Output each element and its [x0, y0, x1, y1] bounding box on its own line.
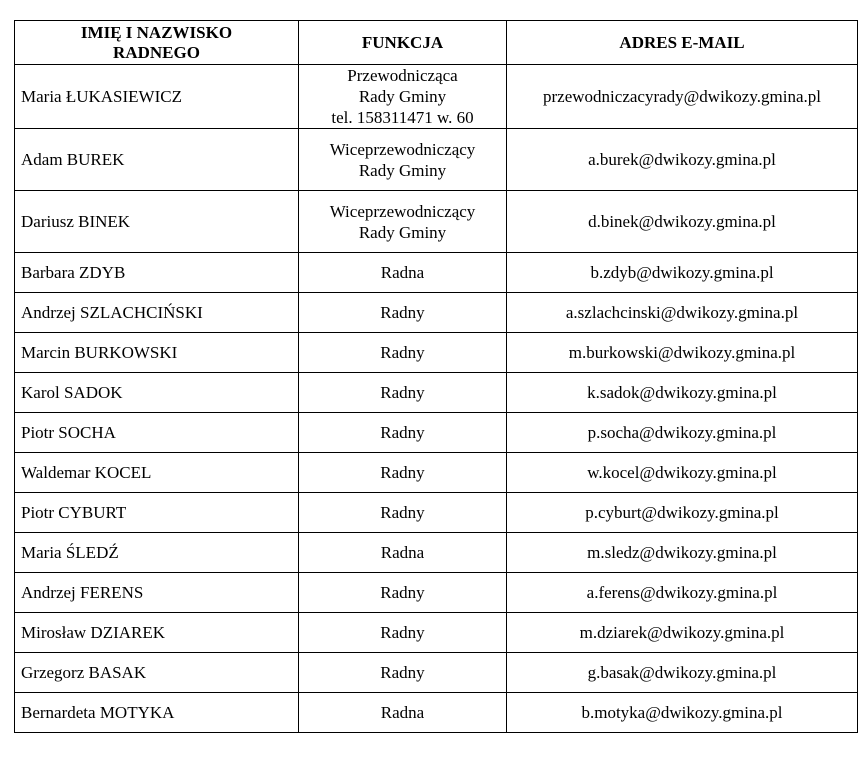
table-row	[15, 573, 858, 613]
table-row	[15, 129, 858, 191]
header-name-line-2: RADNEGO	[113, 42, 200, 62]
table-row	[15, 533, 858, 573]
table-row	[15, 413, 858, 453]
councillor-function	[299, 453, 507, 493]
councillor-email-cell	[507, 413, 858, 453]
councillor-email-cell	[507, 613, 858, 653]
councillor-function	[299, 293, 507, 333]
councillor-email-cell	[507, 333, 858, 373]
email-link[interactable]: m.sledz@dwikozy.gmina.pl	[587, 543, 777, 562]
councillor-name: Waldemar KOCEL	[15, 453, 299, 493]
councillor-function	[299, 65, 507, 129]
councillor-name: Piotr CYBURT	[15, 493, 299, 533]
councillors-table	[14, 20, 858, 733]
councillor-email-cell	[507, 129, 858, 191]
councillor-name: Grzegorz BASAK	[15, 653, 299, 693]
table-row	[15, 253, 858, 293]
councillor-function	[299, 693, 507, 733]
email-link[interactable]: w.kocel@dwikozy.gmina.pl	[587, 463, 777, 482]
table-header-row	[15, 21, 858, 65]
function-line: Radna	[380, 263, 425, 282]
email-link[interactable]: p.cyburt@dwikozy.gmina.pl	[585, 503, 779, 522]
councillor-function	[299, 613, 507, 653]
councillor-function	[299, 653, 507, 693]
councillor-email-cell	[507, 373, 858, 413]
councillor-function	[299, 253, 507, 293]
function-line: Radny	[380, 463, 425, 482]
councillor-email-cell	[507, 493, 858, 533]
councillor-function	[299, 191, 507, 253]
councillor-name: Maria ŚLEDŹ	[15, 533, 299, 573]
table-row	[15, 653, 858, 693]
header-function: FUNKCJA	[299, 21, 507, 65]
header-name	[15, 21, 299, 65]
function-line: Radna	[380, 703, 425, 722]
councillor-function	[299, 573, 507, 613]
function-line: Rady Gminy	[358, 87, 447, 106]
table-body	[15, 65, 858, 733]
councillor-email-cell	[507, 293, 858, 333]
function-line: Radny	[380, 583, 425, 602]
councillor-email-cell	[507, 573, 858, 613]
email-link[interactable]: a.szlachcinski@dwikozy.gmina.pl	[565, 303, 799, 322]
table-row	[15, 453, 858, 493]
email-link[interactable]: m.dziarek@dwikozy.gmina.pl	[579, 623, 785, 642]
function-line: Radny	[380, 623, 425, 642]
councillor-function	[299, 413, 507, 453]
councillor-name: Dariusz BINEK	[15, 191, 299, 253]
table-row	[15, 613, 858, 653]
councillor-name: Bernardeta MOTYKA	[15, 693, 299, 733]
councillor-function	[299, 373, 507, 413]
function-line: Radny	[380, 503, 425, 522]
councillor-name: Andrzej FERENS	[15, 573, 299, 613]
table-row	[15, 65, 858, 129]
function-line: Radny	[380, 423, 425, 442]
councillor-email-cell	[507, 693, 858, 733]
email-link[interactable]: p.socha@dwikozy.gmina.pl	[587, 423, 777, 442]
header-email: ADRES E-MAIL	[507, 21, 858, 65]
table-row	[15, 373, 858, 413]
councillor-name: Maria ŁUKASIEWICZ	[15, 65, 299, 129]
header-name-line-1: IMIĘ I NAZWISKO	[80, 22, 233, 42]
email-link[interactable]: a.ferens@dwikozy.gmina.pl	[586, 583, 778, 602]
email-link[interactable]: g.basak@dwikozy.gmina.pl	[587, 663, 777, 682]
function-line: tel. 158311471 w. 60	[331, 108, 474, 127]
function-line: Radny	[380, 343, 425, 362]
councillor-email-cell	[507, 533, 858, 573]
email-link[interactable]: b.zdyb@dwikozy.gmina.pl	[590, 263, 774, 282]
councillor-email-cell	[507, 653, 858, 693]
councillor-email-cell	[507, 191, 858, 253]
function-line: Rady Gminy	[358, 222, 447, 242]
councillor-function	[299, 533, 507, 573]
councillor-name: Adam BUREK	[15, 129, 299, 191]
email-link[interactable]: przewodniczacyrady@dwikozy.gmina.pl	[543, 87, 821, 106]
table-row	[15, 493, 858, 533]
function-line: Przewodnicząca	[347, 66, 458, 85]
function-line: Radny	[380, 303, 425, 322]
email-link[interactable]: d.binek@dwikozy.gmina.pl	[588, 212, 776, 231]
table-row	[15, 333, 858, 373]
table-row	[15, 693, 858, 733]
councillor-name: Marcin BURKOWSKI	[15, 333, 299, 373]
councillor-name: Mirosław DZIAREK	[15, 613, 299, 653]
function-line: Wiceprzewodniczący	[329, 139, 476, 159]
councillor-email-cell	[507, 453, 858, 493]
table-row	[15, 293, 858, 333]
email-link[interactable]: k.sadok@dwikozy.gmina.pl	[587, 383, 777, 402]
councillor-name: Andrzej SZLACHCIŃSKI	[15, 293, 299, 333]
councillor-email-cell	[507, 253, 858, 293]
function-line: Radny	[380, 663, 425, 682]
councillor-function	[299, 129, 507, 191]
councillor-name: Barbara ZDYB	[15, 253, 299, 293]
councillor-function	[299, 493, 507, 533]
councillor-name: Karol SADOK	[15, 373, 299, 413]
email-link[interactable]: m.burkowski@dwikozy.gmina.pl	[568, 343, 796, 362]
function-line: Radna	[380, 543, 425, 562]
function-line: Rady Gminy	[358, 160, 447, 180]
email-link[interactable]: b.motyka@dwikozy.gmina.pl	[581, 703, 783, 722]
function-line: Radny	[380, 383, 425, 402]
councillor-function	[299, 333, 507, 373]
councillor-name: Piotr SOCHA	[15, 413, 299, 453]
table-row	[15, 191, 858, 253]
councillor-email-cell	[507, 65, 858, 129]
function-line: Wiceprzewodniczący	[329, 201, 476, 221]
email-link[interactable]: a.burek@dwikozy.gmina.pl	[588, 150, 776, 169]
